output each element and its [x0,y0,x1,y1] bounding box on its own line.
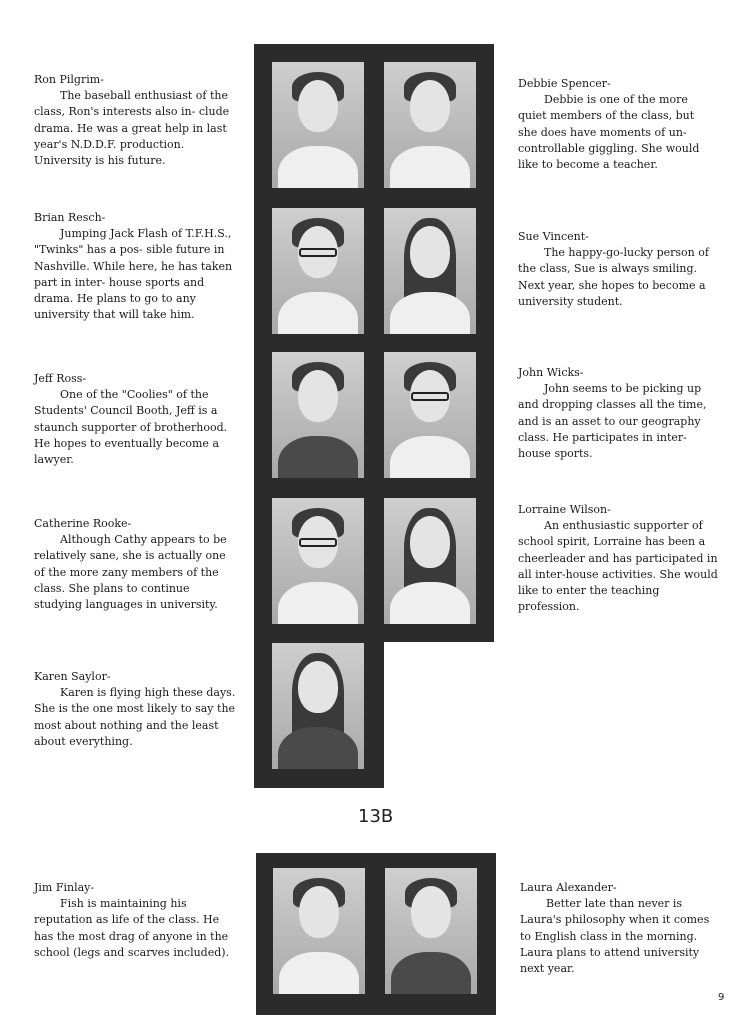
entry-name: Brian Resch- [34,211,106,224]
entry-description: One of the "Coolies" of the Students' Council Booth, Jeff is a staunch supporter of brotherhood. He hopes to eventually become a lawyer. [34,388,228,467]
entry-name: Jim Finlay- [34,881,95,894]
entry-description: The baseball enthusiast of the class, Ron's interests also in- clude drama. He was a great help in last year's N.D.D.F. production. University is his future. [34,89,230,168]
entry-name: Karen Saylor- [34,670,111,683]
entry-name: Ron Pilgrim- [34,73,104,86]
portrait-photo-karen-saylor [272,643,364,769]
entry-description: Although Cathy appears to be relatively sane, she is actually one of the more zany members of the class. She plans to continue studying languages in university. [34,533,227,612]
entry-name: Debbie Spencer- [518,77,611,90]
page-number: 9 [718,992,725,1003]
entry-name: Lorraine Wilson- [518,503,611,516]
entry-ron-pilgrim [34,72,239,169]
entry-name: Catherine Rooke- [34,517,132,530]
entry-description: The happy-go-lucky person of the class, Sue is always smiling. Next year, she hopes to become a university student. [518,246,709,308]
entry-description: Jumping Jack Flash of T.F.H.S., "Twinks" has a pos- sible future in Nashville. While here, he has taken part in inter- house sports and drama. He plans to go to any university that will take him. [34,227,233,322]
entry-description: Fish is maintaining his reputation as life of the class. He has the most drag of anyone in the school (legs and scarves included). [34,897,230,959]
entry-debbie-spencer [518,76,713,173]
entry-sue-vincent [518,229,713,310]
portrait-photo-catherine-rooke [272,498,364,624]
portrait-photo-laura-alexander [385,868,477,994]
portrait-photo-sue-vincent [384,208,476,334]
entry-description: Debbie is one of the more quiet members of the class, but she does have moments of un- controllable giggling. She would like to become a teacher. [518,93,700,172]
entry-description: An enthusiastic supporter of school spirit, Lorraine has been a cheerleader and has participated in all inter-house activities. She would like to enter the teaching profession. [518,519,718,614]
entry-lorraine-wilson [518,502,718,615]
entry-name: Laura Alexander- [520,881,617,894]
entry-description: Karen is flying high these days. She is the one most likely to say the most about nothing and the least about everything. [34,686,236,748]
entry-karen-saylor [34,669,239,750]
entry-jim-finlay [34,880,239,961]
entry-name: Sue Vincent- [518,230,589,243]
portrait-photo-jeff-ross [272,352,364,478]
portrait-photo-lorraine-wilson [384,498,476,624]
class-label: 13B [358,806,394,827]
entry-john-wicks [518,365,718,462]
entry-name: John Wicks- [518,366,584,379]
portrait-photo-jim-finlay [273,868,365,994]
portrait-photo-ron-pilgrim [272,62,364,188]
portrait-photo-john-wicks [384,352,476,478]
entry-brian-resch [34,210,239,323]
portrait-photo-brian-resch [272,208,364,334]
entry-description: John seems to be picking up and dropping classes all the time, and is an asset to our geography class. He participates in inter- house sports. [518,382,707,461]
entry-jeff-ross [34,371,239,468]
entry-catherine-rooke [34,516,239,613]
entry-name: Jeff Ross- [34,372,87,385]
entry-laura-alexander [520,880,715,977]
entry-description: Better late than never is Laura's philosophy when it comes to English class in the morning. Laura plans to attend university next year. [520,897,710,976]
portrait-photo-debbie-spencer [384,62,476,188]
